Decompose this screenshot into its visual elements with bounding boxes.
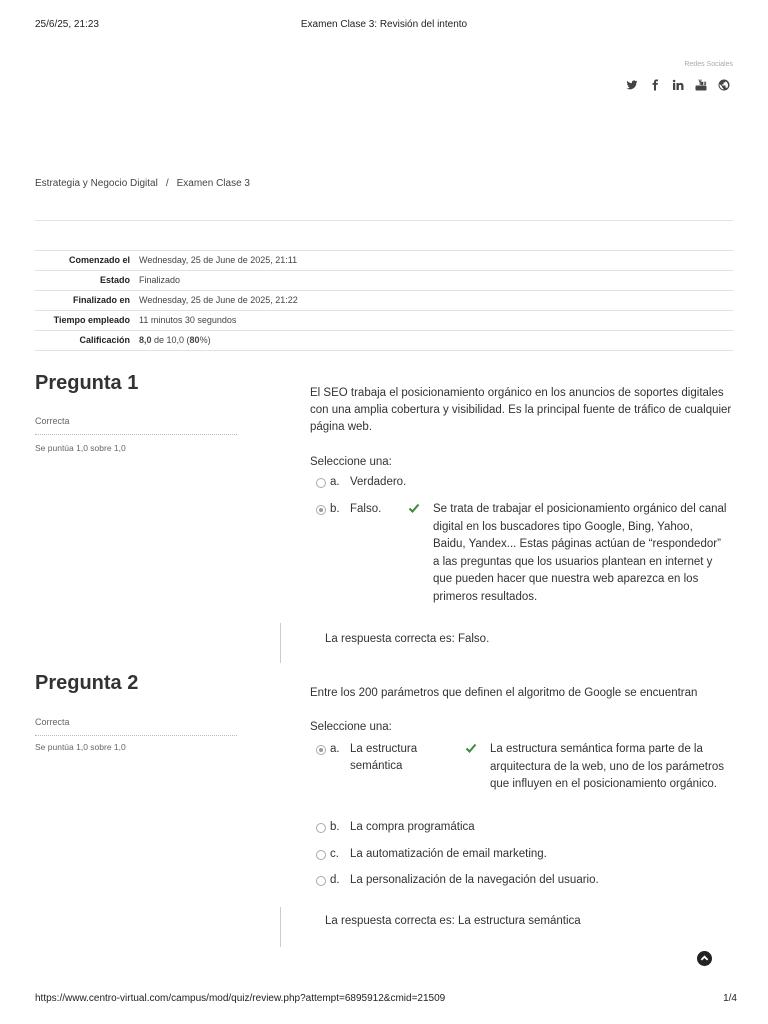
correct-check-icon [408,502,420,514]
option-letter: c. [330,848,339,860]
youtube-icon[interactable] [695,79,707,91]
summary-label: Estado [99,275,130,285]
option-text: La automatización de email marketing. [350,848,547,860]
social-icons [626,79,730,91]
radio-button[interactable] [316,478,326,488]
option-feedback: La estructura semántica forma parte de la arquitectura de la web, uno de los parámetros que influyen en el posicionamiento orgánico. [490,743,724,790]
breadcrumb-separator: / [165,178,169,189]
breadcrumb [35,178,250,189]
option-letter: a. [330,476,340,488]
summary-label: Calificación [79,335,130,345]
summary-value: Wednesday, 25 de June de 2025, 21:11 [139,255,298,265]
radio-button-checked[interactable] [316,505,326,515]
right-answer: La respuesta correcta es: La estructura semántica [325,915,581,927]
twitter-icon[interactable] [626,79,638,91]
question-state: Correcta [35,416,237,435]
select-one-label: Seleccione una: [310,456,392,468]
social-label: Redes Sociales [684,61,733,68]
option-text: La compra programática [350,821,475,833]
summary-row-finished [35,291,733,311]
print-page-title: Examen Clase 3: Revisión del intento [300,19,468,30]
summary-row-grade [35,331,733,351]
answer-option[interactable] [316,872,716,889]
question-grade: Se puntúa 1,0 sobre 1,0 [35,443,126,453]
question-title: Pregunta 2 [35,672,139,694]
option-text: Falso. [350,503,382,515]
option-feedback: Se trata de trabajar el posicionamiento orgánico del canal digital en los buscadores tipo Google, Bing, Yahoo, Baidu, Yandex... Estas páginas actúan de “respondedor” a las preguntas que los usuarios plantean en internet y que pueden hacer que nuestra web aparezca en los primeros resultados. [433,503,727,603]
radio-button-checked[interactable] [316,745,326,755]
radio-button[interactable] [316,850,326,860]
grade-end: %) [199,335,211,345]
correct-check-icon [465,742,477,754]
answer-option[interactable] [316,819,716,836]
facebook-icon[interactable] [649,79,661,91]
question-title: Pregunta 1 [35,372,139,394]
divider [35,220,733,221]
summary-label: Tiempo empleado [53,315,130,325]
print-datetime: 25/6/25, 21:23 [35,19,99,30]
option-letter: b. [330,821,340,833]
right-answer: La respuesta correcta es: Falso. [325,633,490,645]
option-text: La estructura semántica [350,743,418,772]
breadcrumb-item-course[interactable]: Estrategia y Negocio Digital [35,178,158,189]
grade-percent: 80 [189,335,200,345]
summary-row-state [35,271,733,291]
option-text: Verdadero. [350,476,407,488]
summary-value [139,331,733,351]
summary-label: Finalizado en [72,295,130,305]
question-grade: Se puntúa 1,0 sobre 1,0 [35,742,126,752]
linkedin-icon[interactable] [672,79,684,91]
option-letter: b. [330,503,340,515]
outcome-divider [280,907,281,947]
summary-value: Wednesday, 25 de June de 2025, 21:22 [139,295,298,305]
summary-label: Comenzado el [68,255,130,265]
question-text: El SEO trabaja el posicionamiento orgánico en los anuncios de soportes digitales con una amplia cobertura y visibilidad. Es la principal fuente de tráfico de cualquier página web. [310,387,732,433]
select-one-label: Seleccione una: [310,721,392,733]
answer-option-selected[interactable] [316,741,736,811]
grade-mid: de 10,0 ( [151,335,190,345]
question-state: Correcta [35,717,237,736]
attempt-summary-table [35,250,733,351]
chevron-up-icon [700,954,709,963]
summary-row-time [35,311,733,331]
summary-row-started [35,251,733,271]
print-footer-page: 1/4 [723,993,737,1004]
radio-button[interactable] [316,823,326,833]
outcome-divider [280,623,281,663]
option-text: La personalización de la navegación del usuario. [350,874,599,886]
answer-option[interactable] [316,846,716,863]
answer-option[interactable] [316,474,716,491]
print-footer-url: https://www.centro-virtual.com/campus/mod/quiz/review.php?attempt=6895912&cmid=21509 [35,993,446,1004]
answer-option-selected[interactable] [316,501,736,611]
radio-button[interactable] [316,876,326,886]
back-to-top-button[interactable] [697,951,712,966]
option-letter: d. [330,874,340,886]
question-text: Entre los 200 parámetros que definen el algoritmo de Google se encuentran [310,687,698,699]
summary-value: 11 minutos 30 segundos [139,315,237,325]
globe-icon[interactable] [718,79,730,91]
option-letter: a. [330,743,340,755]
summary-value: Finalizado [139,275,181,285]
breadcrumb-item-exam[interactable]: Examen Clase 3 [176,178,250,189]
grade-score: 8,0 [139,335,152,345]
